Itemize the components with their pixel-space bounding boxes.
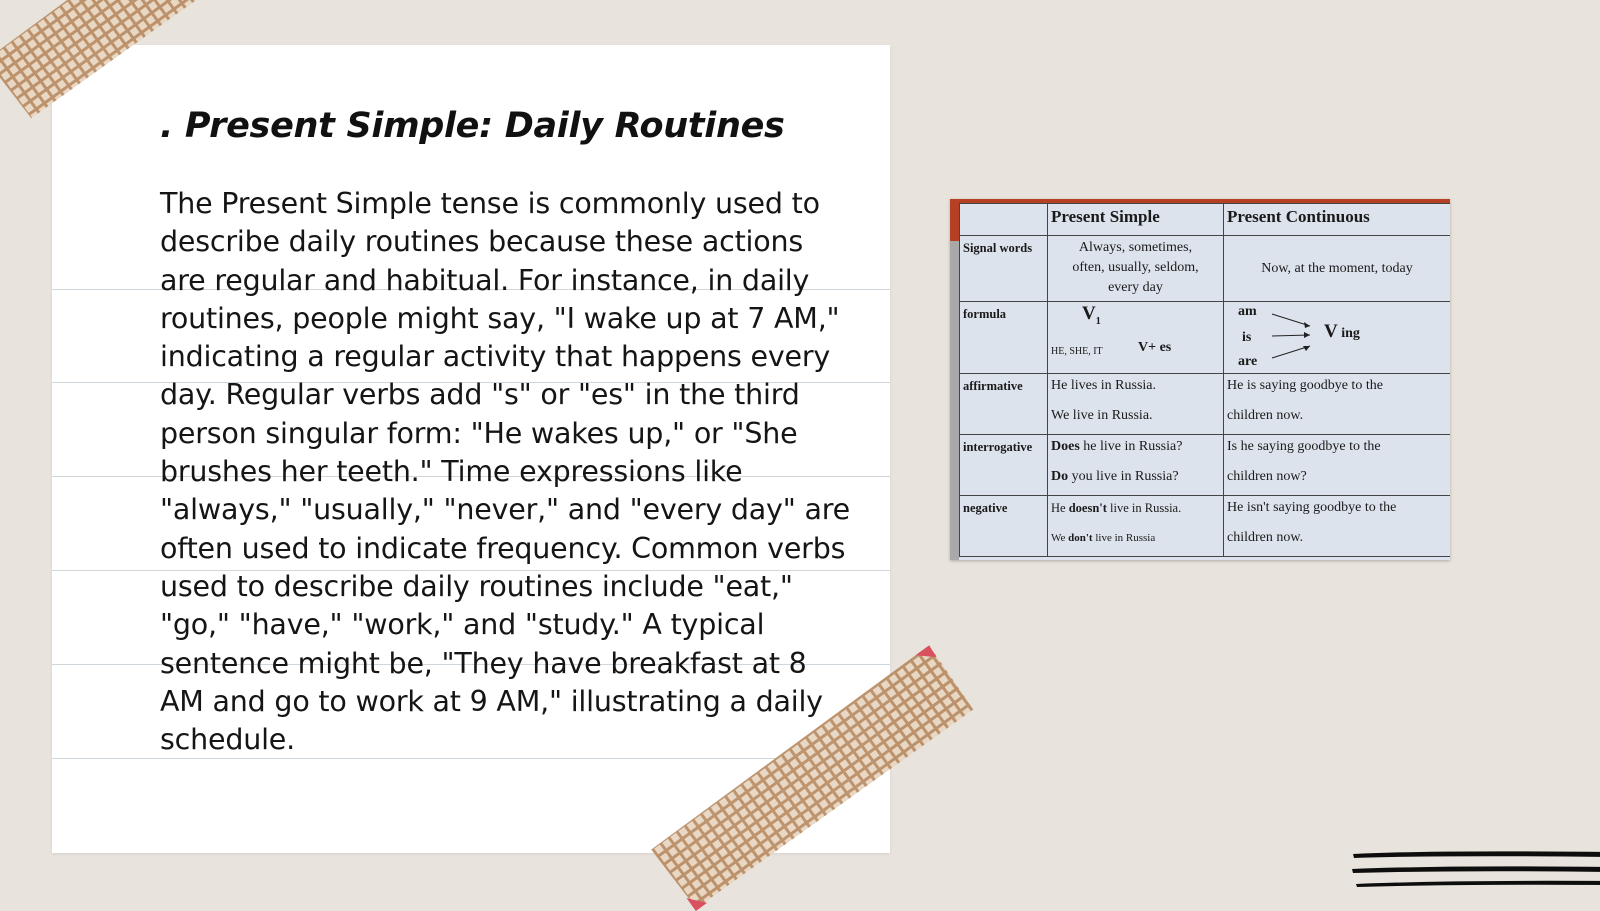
row-label: negative [960, 496, 1048, 557]
bold-word: Do [1051, 469, 1069, 484]
row-negative [960, 496, 1451, 557]
bold-word: Does [1051, 439, 1080, 454]
example-line: We live in Russia. [1051, 408, 1153, 423]
aux-is: is [1242, 330, 1252, 345]
signal-line: Always, sometimes, [1078, 240, 1193, 255]
formula-v1 [1082, 304, 1101, 332]
row-affirmative [960, 374, 1451, 435]
interrogative-simple [1048, 435, 1224, 496]
row-interrogative [960, 435, 1451, 496]
example-text: We [1051, 532, 1069, 544]
bold-word: doesn't [1068, 501, 1107, 515]
ving-v: V [1324, 321, 1338, 342]
row-signal-words [960, 236, 1451, 302]
aux-are: are [1238, 354, 1258, 369]
example-line [1051, 467, 1220, 487]
signal-words-continuous: Now, at the moment, today [1224, 236, 1451, 302]
formula-continuous [1224, 302, 1451, 374]
formula-ves: V+ es [1138, 340, 1172, 355]
tense-comparison-table [959, 203, 1450, 557]
signal-words-simple [1048, 236, 1224, 302]
row-label: formula [960, 302, 1048, 374]
example-line: Is he saying goodbye to the [1227, 439, 1381, 454]
table-side-bar [950, 241, 959, 560]
formula-simple [1048, 302, 1224, 374]
decorative-stripes [1350, 848, 1600, 893]
example-text: He [1051, 501, 1069, 515]
interrogative-continuous [1224, 435, 1451, 496]
example-line [1051, 437, 1220, 457]
example-line [1051, 498, 1220, 518]
notepaper-card [52, 45, 890, 853]
aux-am: am [1238, 304, 1257, 319]
example-line: He lives in Russia. [1051, 378, 1156, 393]
slide-title: . Present Simple: Daily Routines [160, 106, 785, 146]
bold-word: don't [1068, 532, 1093, 544]
example-line: children now. [1227, 408, 1304, 423]
slide-body-text: The Present Simple tense is commonly used to describe daily routines because these actions are regular and habitual. For instance, in daily routines, people might say, "I wake up at 7 AM," indicating a regular activity that happens every day. Regular verbs add "s" or "es" in the third person singular form: "He wakes up," or "She brushes her teeth." Time expressions like "always," "usually," "never," and "every day" are often used to indicate frequency. Common verbs used to describe daily routines include "eat," "go," "have," "work," and "study." A typical sentence might be, "They have breakfast at 8 AM and go to work at 9 AM," illustrating a daily schedule. [160, 187, 850, 757]
formula-ving [1324, 322, 1360, 344]
table-header-row [960, 204, 1451, 236]
example-line: He isn't saying goodbye to the [1227, 500, 1397, 515]
example-text: live in Russia. [1106, 501, 1182, 515]
example-text: he live in Russia? [1079, 439, 1183, 454]
example-text: you live in Russia? [1068, 469, 1179, 484]
ving-suffix: ing [1341, 326, 1360, 341]
affirmative-continuous [1224, 374, 1451, 435]
example-text: live in Russia [1092, 532, 1156, 544]
signal-line: every day [1108, 280, 1163, 295]
header-present-continuous: Present Continuous [1224, 204, 1451, 236]
example-line: children now? [1227, 469, 1307, 484]
affirmative-simple [1048, 374, 1224, 435]
header-present-simple: Present Simple [1048, 204, 1224, 236]
row-label: affirmative [960, 374, 1048, 435]
formula-pronouns: HE, SHE, IT [1051, 346, 1103, 357]
negative-continuous [1224, 496, 1451, 557]
example-line: He is saying goodbye to the [1227, 378, 1383, 393]
tense-comparison-table-image [950, 199, 1450, 560]
arrow-icons [1270, 308, 1318, 364]
row-formula [960, 302, 1451, 374]
signal-line: often, usually, seldom, [1072, 260, 1199, 275]
negative-simple [1048, 496, 1224, 557]
row-label: interrogative [960, 435, 1048, 496]
table-header-corner [960, 204, 1048, 236]
formula-v: V [1082, 303, 1096, 324]
example-line [1051, 528, 1220, 548]
example-line: children now. [1227, 530, 1304, 545]
row-label: Signal words [960, 236, 1048, 302]
table-accent-bar [950, 199, 959, 241]
formula-sub: 1 [1095, 315, 1101, 327]
